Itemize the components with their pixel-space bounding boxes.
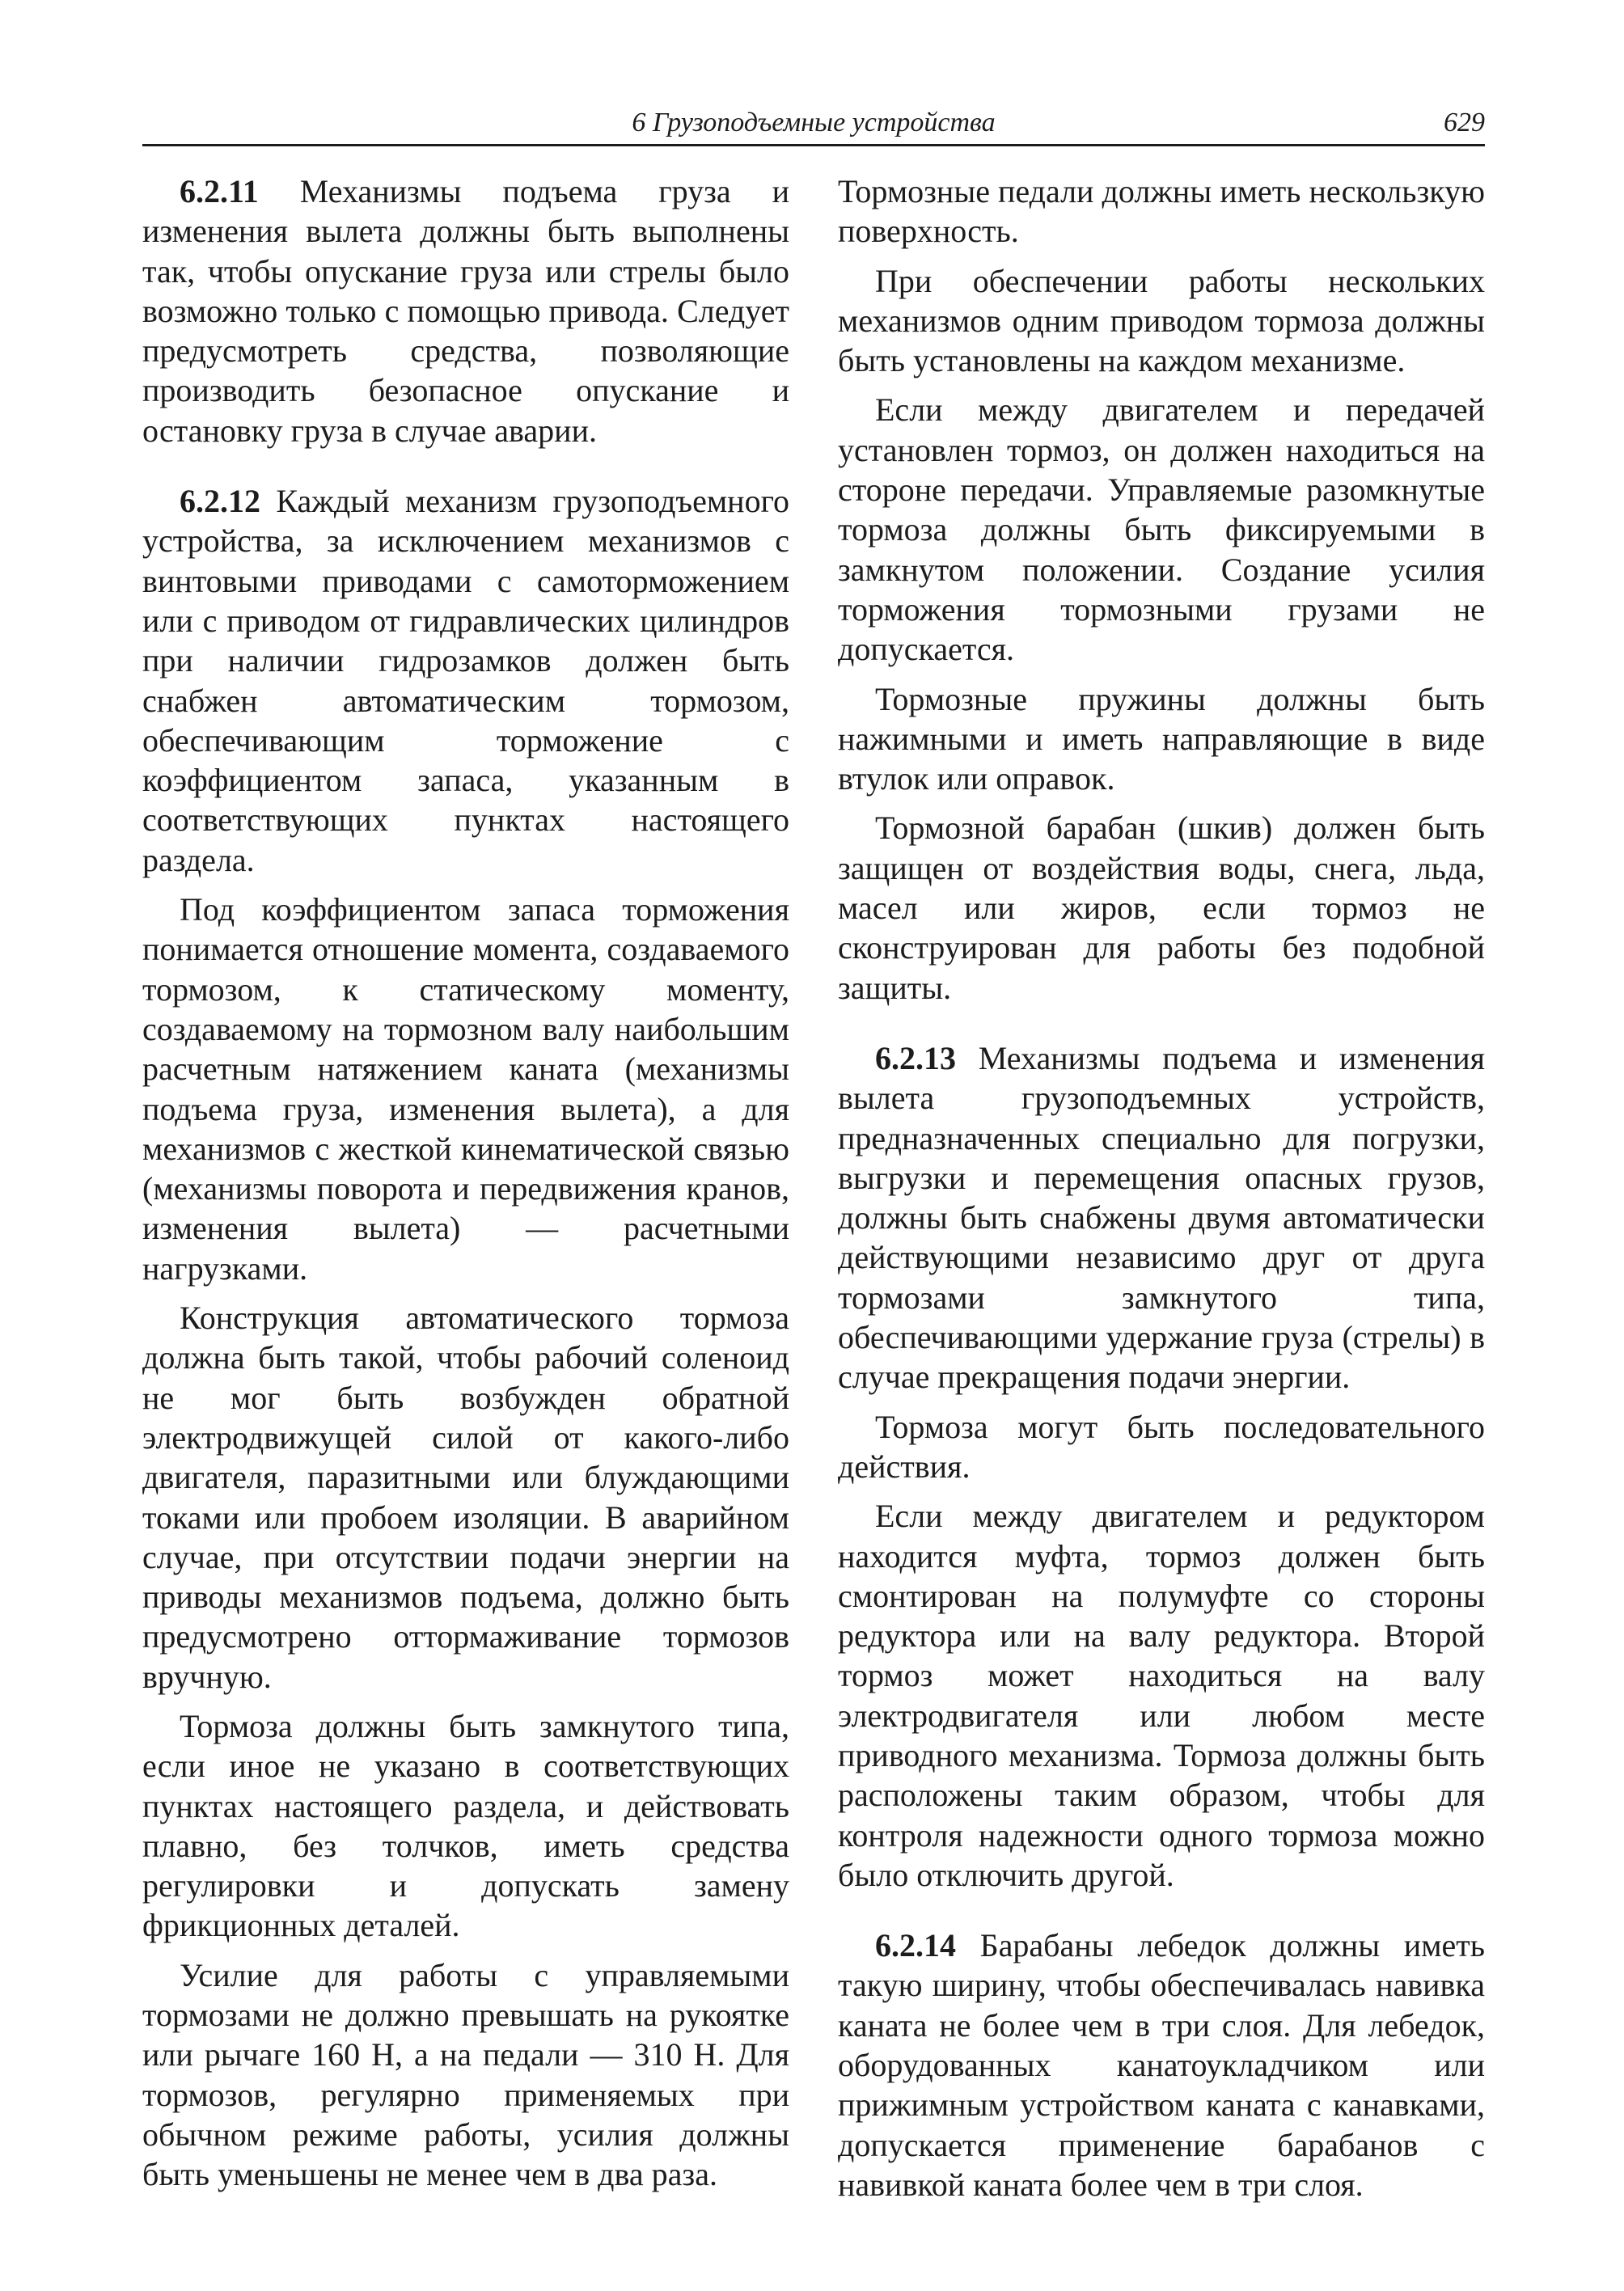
section-number: 6.2.13 xyxy=(875,1039,956,1076)
paragraph-brake-drum: Тормозной барабан (шкив) должен быть защищен от воздействия воды, снега, льда, масел или жиров, если тормоз не сконструирован для работы без подобной защиты. xyxy=(838,809,1485,1006)
section-6-2-11 xyxy=(142,171,789,450)
section-6-2-12 xyxy=(142,481,789,880)
right-column xyxy=(838,171,1485,2204)
section-number: 6.2.12 xyxy=(180,483,260,520)
section-text: Механизмы подъема груза и изменения вылета должны быть выполнены так, чтобы опускание груза или стрелы было возможно только с помощью привода. Следует предусмотреть средства, позволяющие производить безопасное опускание и остановку груза в случае аварии. xyxy=(142,173,789,449)
paragraph-several-mechanisms: При обеспечении работы нескольких механизмов одним приводом тормоза должны быть установлены на каждом механизме. xyxy=(838,262,1485,379)
paragraph-brake-pedals: Тормозные педали должны иметь нескользкую поверхность. xyxy=(838,173,1485,250)
section-number: 6.2.14 xyxy=(875,1927,956,1964)
paragraph-coupling-brake: Если между двигателем и редуктором находится муфта, тормоз должен быть смонтирован на полумуфте со стороны редуктора или на валу редуктора. Второй тормоз может находиться на валу электродвигателя или любом месте приводного механизма. Тормоза должны быть расположены таким образом, чтобы для контроля надежности одного тормоза можно было отключить другой. xyxy=(838,1498,1485,1893)
paragraph-control-force: Усилие для работы с управляемыми тормозами не должно превышать на рукоятке или рычаге 160 Н, а на педали — 310 Н. Для тормозов, регулярно применяемых при обычном режиме работы, усилия должны быть уменьшены не менее чем в два раза. xyxy=(142,1956,789,2193)
page-number: 629 xyxy=(1444,108,1485,137)
paragraph-transmission-brake: Если между двигателем и передачей установлен тормоз, он должен находиться на стороне передачи. Управляемые разомкнутые тормоза должны быть фиксируемыми в замкнутом положении. Создание усилия торможения тормозными грузами не допускается. xyxy=(838,391,1485,668)
section-text: Каждый механизм грузоподъемного устройства, за исключением механизмов с винтовыми приводами с самоторможением или с приводом от гидравлических цилиндров при наличии гидрозамков должен быть снабжен автоматическим тормозом, обеспечивающим торможение с коэффициентом запаса, указанным в соответствующих пунктах настоящего раздела. xyxy=(142,483,789,878)
paragraph-brake-springs: Тормозные пружины должны быть нажимными и иметь направляющие в виде втулок или оправок. xyxy=(838,680,1485,797)
paragraph-sequential-brakes: Тормоза могут быть последовательного действия. xyxy=(838,1408,1485,1485)
section-text: Механизмы подъема и изменения вылета грузоподъемных устройств, предназначенных специально для погрузки, выгрузки и перемещения опасных грузов, должны быть снабжены двумя автоматически действующими независимо друг от друга тормозами замкнутого типа, обеспечивающими удержание груза (стрелы) в случае прекращения подачи энергии. xyxy=(838,1039,1485,1396)
left-column xyxy=(142,171,789,2195)
paragraph-brake-design: Конструкция автоматического тормоза должна быть такой, чтобы рабочий соленоид не мог быть возбужден обратной электродвижущей силой от какого-либо двигателя, паразитными или блуждающими токами или пробоем изоляции. В аварийном случае, при отсутствии подачи энергии на приводы механизмов подъема, должно быть предусмотрено оттормаживание тормозов вручную. xyxy=(142,1300,789,1695)
paragraph-braking-coefficient: Под коэффициентом запаса торможения понимается отношение момента, создаваемого тормозом, к статическому моменту, создаваемому на тормозном валу наибольшим расчетным натяжением каната (механизмы подъема груза, изменения вылета), а для механизмов с жесткой кинематической связью (механизмы поворота и передвижения кранов, изменения вылета) — расчетными нагрузками. xyxy=(142,891,789,1287)
section-text: Барабаны лебедок должны иметь такую ширину, чтобы обеспечивалась навивка каната не более чем в три слоя. Для лебедок, оборудованных канатоукладчиком или прижимным устройством каната с канавками, допускается применение барабанов с навивкой каната более чем в три слоя. xyxy=(838,1927,1485,2203)
paragraph-closed-type: Тормоза должны быть замкнутого типа, если иное не указано в соответствующих пунктах настоящего раздела, и действовать плавно, без толчков, иметь средства регулировки и допускать замену фрикционных деталей. xyxy=(142,1707,789,1944)
section-6-2-13 xyxy=(838,1038,1485,1397)
section-number: 6.2.11 xyxy=(180,173,259,209)
section-6-2-14 xyxy=(838,1925,1485,2204)
running-head xyxy=(142,104,1485,146)
chapter-title: 6 Грузоподъемные устройства xyxy=(632,108,996,137)
